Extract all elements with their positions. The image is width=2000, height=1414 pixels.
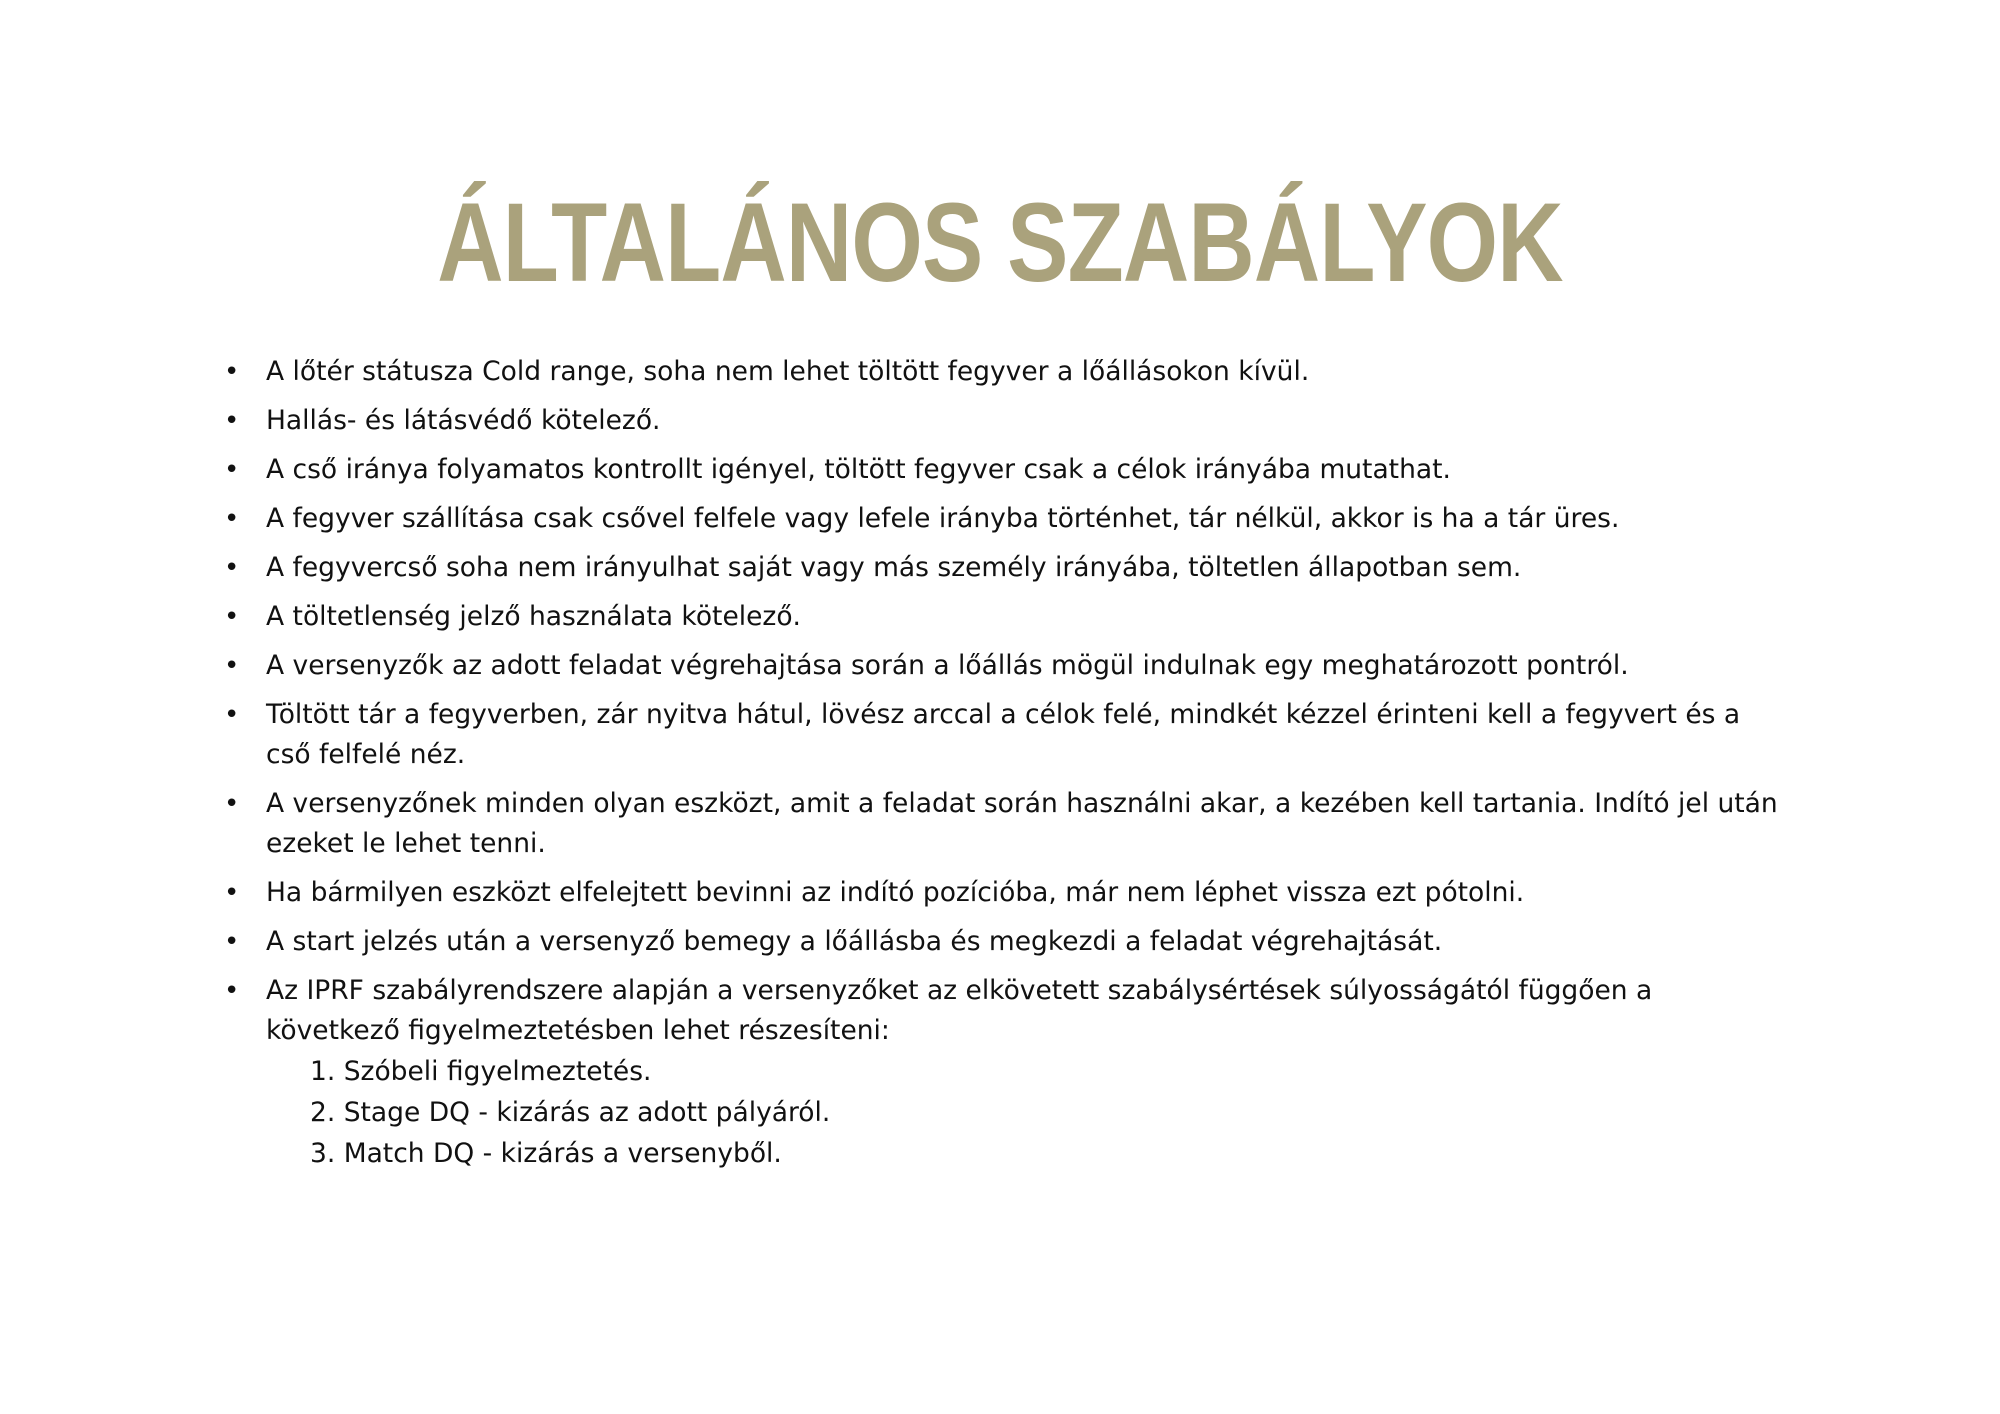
slide-title: ÁLTALÁNOS SZABÁLYOK	[437, 180, 1563, 305]
warning-level-item: 1. Szóbeli figyelmeztetés.	[310, 1056, 652, 1087]
bullet-icon: •	[224, 878, 240, 908]
bullet-icon: •	[224, 553, 240, 583]
list-item	[220, 922, 1780, 962]
warning-level-item: 2. Stage DQ - kizárás az adott pályáról.	[310, 1097, 831, 1128]
rule-text: A cső iránya folyamatos kontrollt igényel, töltött fegyver csak a célok irányába mutathat.	[266, 454, 1451, 485]
rule-text: A fegyver szállítása csak csővel felfele vagy lefele irányba történhet, tár nélkül, akkor is ha a tár üres.	[266, 503, 1620, 534]
bullet-icon: •	[224, 602, 240, 632]
list-item	[220, 597, 1780, 637]
bullet-icon: •	[224, 927, 240, 957]
list-item	[220, 695, 1780, 775]
rule-text: Hallás- és látásvédő kötelező.	[266, 405, 661, 436]
warning-level-item: 3. Match DQ - kizárás a versenyből.	[310, 1138, 782, 1169]
rule-text: A töltetlenség jelző használata kötelező.	[266, 601, 801, 632]
bullet-icon: •	[224, 357, 240, 387]
rules-list	[220, 352, 1780, 1183]
list-item	[220, 548, 1780, 588]
rule-text: Ha bármilyen eszközt elfelejtett bevinni az indító pozícióba, már nem léphet vissza ezt pótolni.	[266, 877, 1525, 908]
list-item	[220, 873, 1780, 913]
list-item	[220, 646, 1780, 686]
warning-levels-list	[266, 1051, 1780, 1174]
list-item	[220, 784, 1780, 864]
bullet-icon: •	[224, 651, 240, 681]
rule-text: Az IPRF szabályrendszere alapján a versenyzőket az elkövetett szabálysértések súlyosságától függően a következő figyelmeztetésben lehet részesíteni:	[266, 975, 1653, 1046]
rule-text: Töltött tár a fegyverben, zár nyitva hátul, lövész arccal a célok felé, mindkét kézzel érinteni kell a fegyvert és a cső felfelé néz.	[266, 699, 1741, 770]
bullet-icon: •	[224, 976, 240, 1006]
list-item	[220, 971, 1780, 1174]
rule-text: A fegyvercső soha nem irányulhat saját vagy más személy irányába, töltetlen állapotban sem.	[266, 552, 1522, 583]
bullet-icon: •	[224, 406, 240, 436]
bullet-icon: •	[224, 789, 240, 819]
list-item	[220, 499, 1780, 539]
rule-text: A versenyzőnek minden olyan eszközt, amit a feladat során használni akar, a kezében kell tartania. Indító jel után ezeket le lehet tenni.	[266, 788, 1778, 859]
rule-text: A versenyzők az adott feladat végrehajtása során a lőállás mögül indulnak egy meghatározott pontról.	[266, 650, 1629, 681]
bullet-icon: •	[224, 504, 240, 534]
list-item	[220, 401, 1780, 441]
list-item	[220, 450, 1780, 490]
rule-text: A start jelzés után a versenyző bemegy a lőállásba és megkezdi a feladat végrehajtását.	[266, 926, 1443, 957]
bullet-icon: •	[224, 700, 240, 730]
rule-text: A lőtér státusza Cold range, soha nem lehet töltött fegyver a lőállásokon kívül.	[266, 356, 1310, 387]
list-item	[220, 352, 1780, 392]
bullet-icon: •	[224, 455, 240, 485]
